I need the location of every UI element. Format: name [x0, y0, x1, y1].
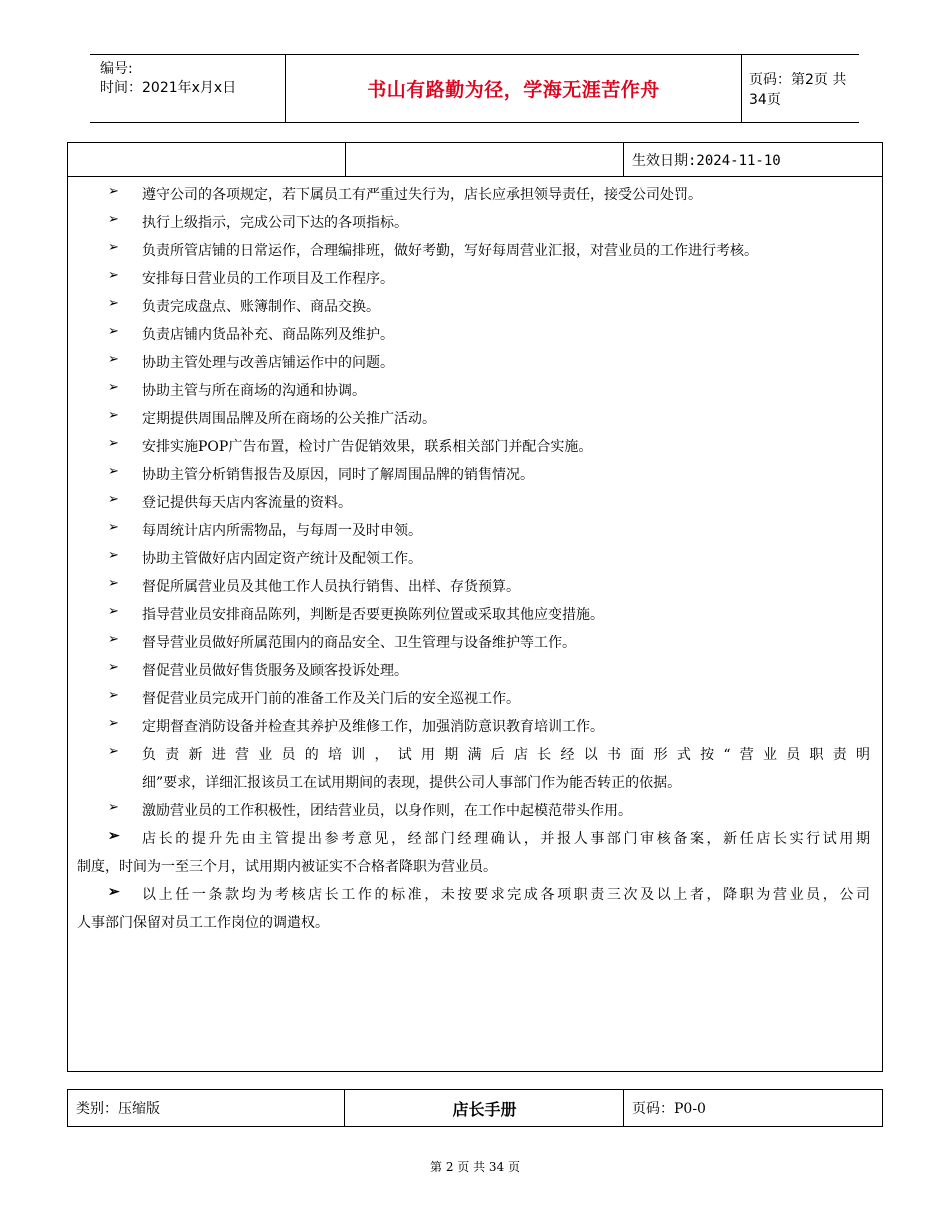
bullet-arrow-icon: ➢ — [108, 520, 119, 535]
training-line-2: 细”要求，详细汇报该员工在试用期间的表现，提供公司人事部门作为能否转正的依据。 — [142, 775, 682, 791]
time-label: 时间：2021年x月x日 — [100, 80, 237, 96]
standard-line-1: 以上任一条款均为考核店长工作的标准，未按要求完成各项职责三次及以上者，降职为营业员，公司 — [142, 887, 870, 903]
content-frame: 生效日期:2024-11-10 ➢ 遵守公司的各项规定，若下属员工有严重过失行为，店长应承担领导责任，接受公司处罚。 ➢ 执行上级指示，完成公司下达的各项指标。 ➢ 负责所管店铺的日常运作，合理编排班，做好考勤，写好每周营业汇报，对营业员的工作进行考核。 ➢ 安排每日营业员的工作项目及工作程序。 ➢ 负责完成盘点、账簿制作、商品交换。 ➢ 负责店铺内货品补充、商品陈列及维护。 ➢ 协助主管处理与改善店铺运作中的问题。 ➢ 协助主管与所在商场的沟通和协调。 ➢ 定期提供周围品牌及所在商场的公关推广活动。 ➢ 安排实施POP广告布置，检讨广告促销效果，联系相关部门并配合实施。 ➢ 协助主管分析销售报告及原因，同时了解周围品牌的销售情况。 ➢ 登记提供每天店内客流量的资料。 ➢ 每周统计店内所需物品，与每周一及时申领。 ➢ 协助主管做好店内固定资产统计及配领工作。 ➢ 督促所属营业员及其他工作人员执行销售、出样、存货预算。 ➢ 指导营业员安排商品陈列，判断是否要更换陈列位置或采取其他应变措施。 ➢ 督导营业员做好所属范围内的商品安全、卫生管理与设备维护等工作。 ➢ 督促营业员做好售货服务及顾客投诉处理。 ➢ 督促营业员完成开门前的准备工作及关门后的安全巡视工作。 ➢ 定期督查消防设备并检查其养护及维修工作，加强消防意识教育培训工作。 ➢ 负责新进营业员的培训，试用期满后店长经以书面形式按“营业员职责明 细”要求，详细汇报该员工在试用期间的表现，提供公司人事部门作为能否转正的依据。 ➢ 激励营业员的工作积极性，团结营业员，以身作则，在工作中起模范带头作用。 ➢ 店长的提升先由主管提出参考意见，经部门经理确认，并报人事部门审核备案，新任店长实行试用期 制度，时间为一至三个月，试用期内被证实不合格者降职为营业员。 ➢ 以上任一条款均为考核店长工作的标准，未按要求完成各项职责三次及以上者，降职为营业员，公司 人事部门保留对员工工作岗位的调遣权。 — [67, 142, 883, 1072]
table-header-cell-2 — [346, 143, 624, 176]
bullet-arrow-icon: ➢ — [108, 240, 119, 255]
bullet-arrow-icon: ➢ — [108, 464, 119, 479]
header-page-cell — [741, 55, 859, 122]
standard-line-2: 人事部门保留对员工工作岗位的调遣权。 — [77, 915, 329, 931]
table-header-row — [68, 143, 882, 177]
document-header — [90, 54, 859, 123]
footer-table — [67, 1089, 883, 1127]
bullet-arrow-icon: ➢ — [108, 632, 119, 647]
effective-date: 生效日期:2024-11-10 — [632, 152, 781, 169]
bullet-arrow-icon: ➢ — [108, 492, 119, 507]
promotion-line-2: 制度，时间为一至三个月，试用期内被证实不合格者降职为营业员。 — [77, 859, 497, 875]
bullet-arrow-icon: ➢ — [108, 744, 119, 759]
bullet-arrow-icon: ➢ — [108, 436, 119, 451]
bullet-arrow-icon: ➢ — [108, 576, 119, 591]
bullet-arrow-icon: ➢ — [108, 660, 119, 675]
category-label: 类别：压缩版 — [68, 1090, 345, 1126]
bullet-arrow-icon: ➢ — [108, 604, 119, 619]
bullet-arrow-icon: ➢ — [108, 212, 119, 227]
bullet-arrow-icon: ➢ — [108, 324, 119, 339]
motto-text: 书山有路勤为径，学海无涯苦作舟 — [367, 79, 660, 101]
header-page-info: 页码：第2页 共34页 — [749, 71, 847, 108]
bullet-arrow-icon: ➢ — [108, 268, 119, 283]
bullet-arrow-icon: ➢ — [108, 828, 120, 844]
page-footer-number: 第 2 页 共 34 页 — [430, 1160, 520, 1174]
bullet-arrow-icon: ➢ — [108, 380, 119, 395]
bullet-arrow-icon: ➢ — [108, 296, 119, 311]
promotion-line-1: 店长的提升先由主管提出参考意见，经部门经理确认，并报人事部门审核备案，新任店长实行试用期 — [142, 831, 870, 847]
bullet-arrow-icon: ➢ — [108, 352, 119, 367]
bullet-arrow-icon: ➢ — [108, 548, 119, 563]
manual-title: 店长手册 — [346, 1090, 624, 1126]
bullet-arrow-icon: ➢ — [108, 408, 119, 423]
bullet-arrow-icon: ➢ — [108, 688, 119, 703]
header-meta — [90, 55, 285, 122]
training-line-1: 负责新进营业员的培训，试用期满后店长经以书面形式按“营业员职责明 — [142, 747, 870, 763]
bullet-arrow-icon: ➢ — [108, 184, 119, 199]
bullet-arrow-icon: ➢ — [108, 716, 119, 731]
bullet-arrow-icon: ➢ — [108, 800, 119, 815]
table-header-cell-1 — [68, 143, 346, 176]
bullet-arrow-icon: ➢ — [108, 884, 120, 900]
header-motto-cell — [285, 55, 742, 122]
page-code: 页码：P0-0 — [632, 1101, 706, 1117]
number-label: 编号: — [100, 61, 133, 77]
